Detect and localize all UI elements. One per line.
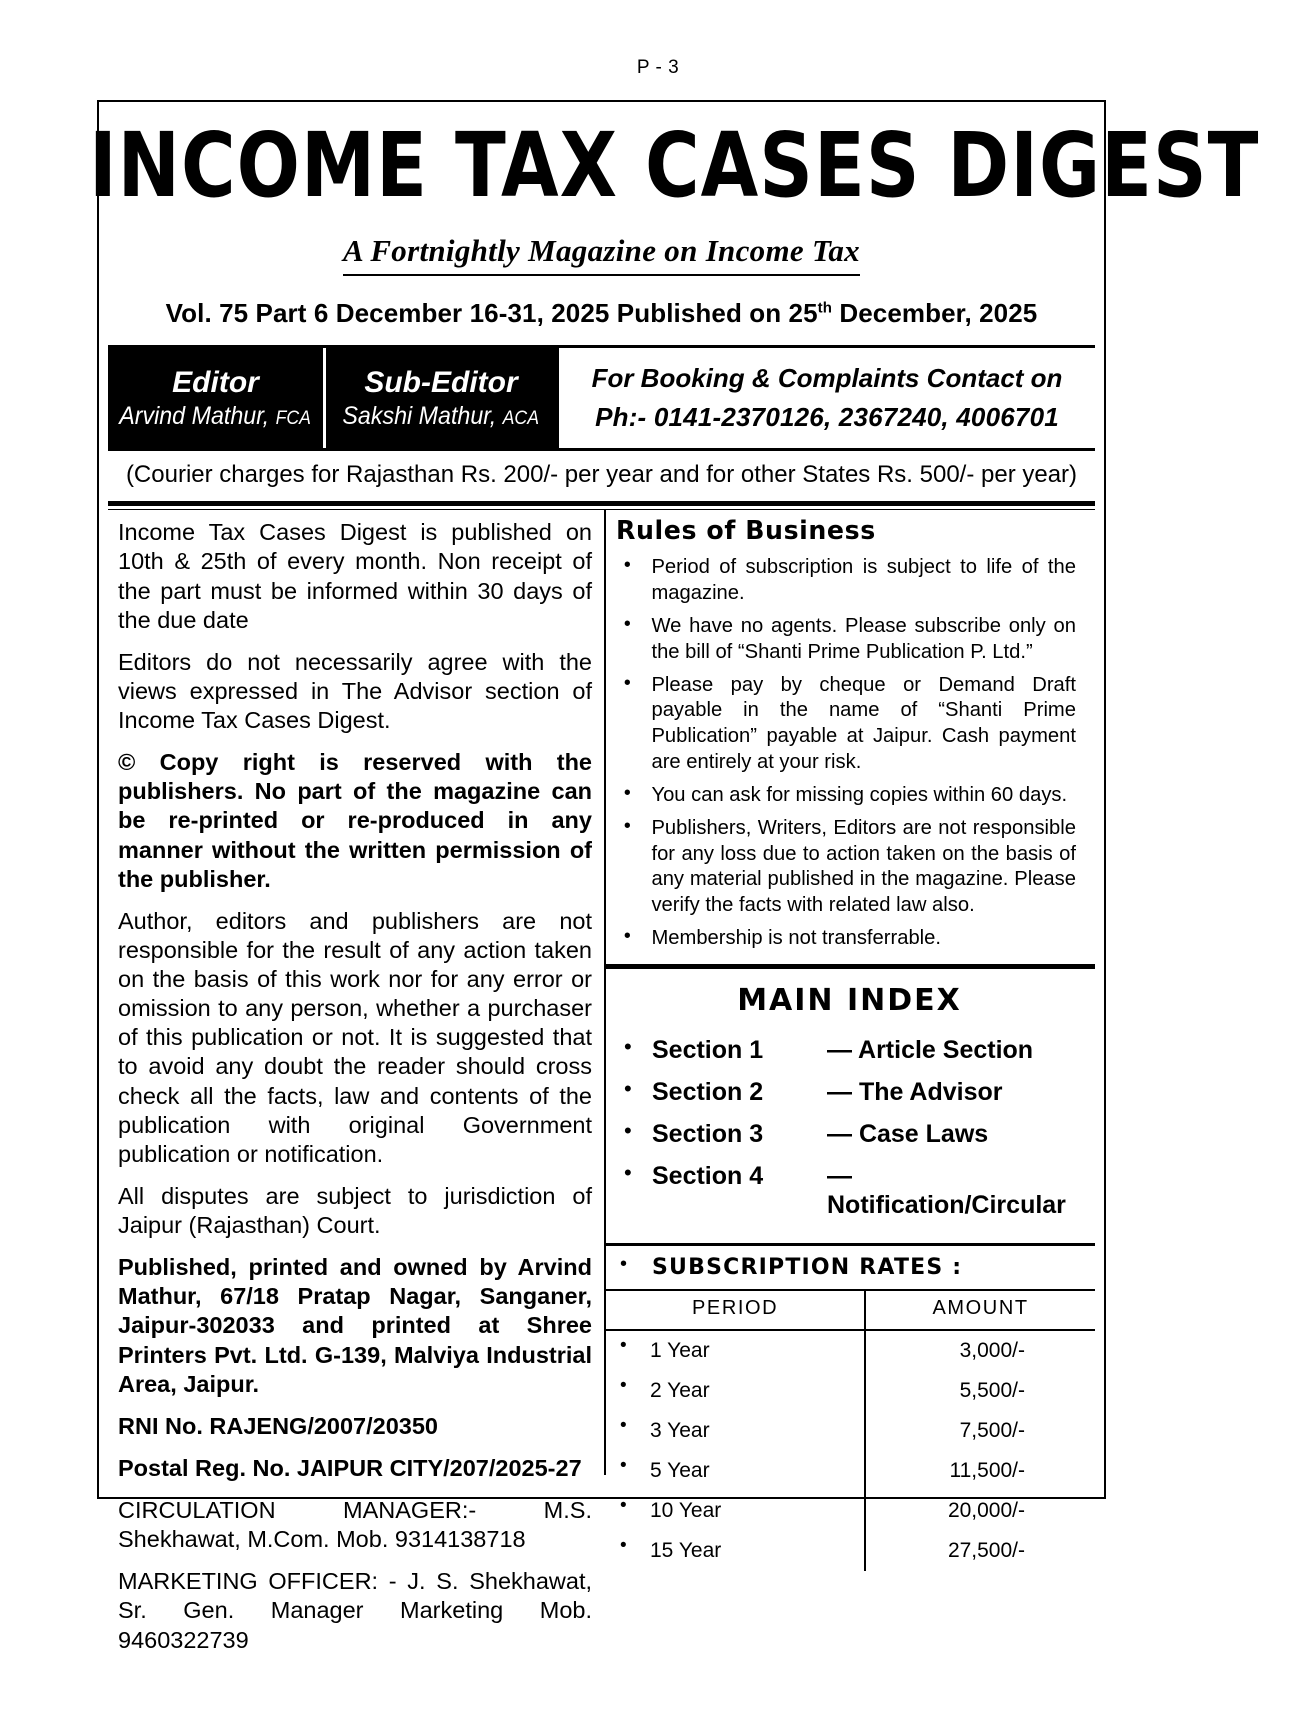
editor-strip	[108, 345, 1095, 451]
editor-box	[108, 348, 326, 448]
page-number: P - 3	[636, 57, 680, 78]
left-column-paragraph: CIRCULATION MANAGER:- M.S. Shekhawat, M.Com. Mob. 9314138718	[118, 1497, 592, 1553]
main-index-section: • Section 3	[652, 1119, 764, 1148]
rate-period: • 5 Year	[606, 1451, 865, 1491]
editor-role: Editor	[172, 365, 259, 399]
rates-col-amount: AMOUNT	[865, 1291, 1095, 1330]
rate-period: • 2 Year	[606, 1371, 865, 1411]
rule-item: • Publishers, Writers, Editors are not responsible for any loss due to action taken on the basis of any material published in the magazine. Please verify the facts with related law also.	[616, 815, 1076, 918]
contact-heading: For Booking & Complaints Contact on	[591, 363, 1063, 394]
masthead-subtitle: A Fortnightly Magazine on Income Tax	[343, 233, 860, 276]
left-column-paragraph: MARKETING OFFICER: - J. S. Shekhawat, Sr. Gen. Manager Marketing Mob. 9460322739	[118, 1568, 592, 1653]
table-row	[606, 1330, 1095, 1371]
table-row	[606, 1531, 1095, 1571]
rule-item: • We have no agents. Please subscribe only on the bill of “Shanti Prime Publication P. Ltd.”	[616, 613, 1076, 665]
left-column-paragraph: Editors do not necessarily agree with the views expressed in The Advisor section of Income Tax Cases Digest.	[118, 648, 592, 734]
rules-of-business-block	[606, 510, 1095, 967]
table-row	[606, 1411, 1095, 1451]
rates-col-period: PERIOD	[606, 1291, 865, 1330]
section-divider-thick	[108, 501, 1095, 506]
main-index-title: MAIN INDEX	[737, 982, 962, 1018]
right-column	[606, 510, 1095, 1562]
rates-header-row	[606, 1291, 1095, 1330]
table-row	[606, 1371, 1095, 1411]
rate-amount: 27,500/-	[947, 1538, 1025, 1562]
left-column	[108, 510, 606, 1653]
contact-box	[556, 348, 1095, 448]
rules-of-business-title: Rules of Business	[616, 516, 876, 547]
rule-item: • Period of subscription is subject to life of the magazine.	[616, 554, 1076, 606]
table-row	[606, 1491, 1095, 1531]
main-index-description: — Notification/Circular	[827, 1161, 1066, 1219]
editor-qualification: FCA	[276, 407, 312, 429]
rates-table-body	[606, 1330, 1095, 1571]
masthead-subtitle-wrap	[99, 233, 1104, 276]
masthead-title: INCOME TAX CASES DIGEST	[88, 114, 1260, 218]
rules-of-business-list	[616, 554, 1083, 951]
rate-period: • 1 Year	[606, 1330, 865, 1371]
volume-line	[99, 298, 1104, 329]
main-index-item[interactable]	[616, 1120, 1083, 1149]
subscription-rates-heading: • SUBSCRIPTION RATES :	[606, 1246, 1095, 1291]
volume-line-prefix: Vol. 75 Part 6 December 16-31, 2025 Published on 25	[165, 298, 818, 329]
volume-line-ordinal: th	[817, 299, 833, 317]
left-column-paragraph: Author, editors and publishers are not responsible for the result of any action taken on the basis of this work nor for any error or omission to any person, whether a purchaser of this publication or not. It is suggested that to avoid any doubt the reader should cross check all the facts, law and contents of the publication with original Government publication or notification.	[118, 907, 592, 1167]
sub-editor-qualification: ACA	[502, 407, 540, 429]
rates-table-head	[606, 1291, 1095, 1330]
sub-editor-role: Sub-Editor	[364, 365, 518, 399]
left-column-paragraph: RNI No. RAJENG/2007/20350	[118, 1412, 439, 1439]
rate-amount: 20,000/-	[947, 1498, 1025, 1522]
main-index-section: • Section 4	[652, 1161, 764, 1190]
rate-amount: 7,500/-	[959, 1418, 1025, 1442]
magazine-cover-panel	[88, 100, 1260, 1653]
rate-amount: 5,500/-	[959, 1378, 1025, 1402]
sub-editor-name-text: Sakshi Mathur,	[342, 401, 497, 430]
main-index-item[interactable]	[616, 1162, 1083, 1220]
main-index-item[interactable]	[616, 1036, 1083, 1065]
main-index-list	[616, 1036, 1083, 1220]
main-index-item[interactable]	[616, 1078, 1083, 1107]
main-index-description: — The Advisor	[827, 1077, 1003, 1106]
main-index-description: — Article Section	[827, 1035, 1034, 1064]
main-index-section: • Section 1	[652, 1035, 764, 1064]
subscription-rates-table	[606, 1291, 1095, 1571]
sub-editor-box	[326, 348, 556, 448]
rate-amount: 11,500/-	[949, 1458, 1025, 1482]
left-column-paragraph: Income Tax Cases Digest is published on 10th & 25th of every month. Non receipt of the part must be informed within 30 days of the due date	[118, 519, 592, 633]
rate-period: • 3 Year	[606, 1411, 865, 1451]
left-column-paragraph: © Copy right is reserved with the publishers. No part of the magazine can be re-printed or re-produced in any manner without the written permission of the publisher.	[118, 749, 592, 892]
main-index-section: • Section 2	[652, 1077, 764, 1106]
contact-phone: Ph:- 0141-2370126, 2367240, 4006701	[595, 402, 1059, 433]
content-columns	[108, 510, 1095, 1653]
sub-editor-name	[343, 402, 540, 431]
table-row	[606, 1451, 1095, 1491]
rule-item: • Membership is not transferrable.	[616, 925, 1076, 951]
rule-item: • You can ask for missing copies within 60 days.	[616, 782, 1076, 808]
main-index-description: — Case Laws	[827, 1119, 989, 1148]
rule-item: • Please pay by cheque or Demand Draft payable in the name of “Shanti Prime Publication” payable at Jaipur. Cash payment are entirely at your risk.	[616, 672, 1076, 775]
courier-charges-note: (Courier charges for Rajasthan Rs. 200/- per year and for other States Rs. 500/- per year)	[125, 461, 1078, 489]
left-column-paragraph: Published, printed and owned by Arvind Mathur, 67/18 Pratap Nagar, Sanganer, Jaipur-302033 and printed at Shree Printers Pvt. Ltd. G-139, Malviya Industrial Area, Jaipur.	[118, 1254, 592, 1397]
rate-period: • 15 Year	[606, 1531, 865, 1571]
rate-period: • 10 Year	[606, 1491, 865, 1531]
volume-line-suffix: December, 2025	[832, 298, 1038, 329]
rate-amount: 3,000/-	[959, 1338, 1025, 1362]
left-column-paragraph: All disputes are subject to jurisdiction of Jaipur (Rajasthan) Court.	[118, 1182, 592, 1239]
main-index-block	[606, 967, 1095, 1246]
editor-name-text: Arvind Mathur,	[119, 401, 270, 430]
left-column-paragraph: Postal Reg. No. JAIPUR CITY/207/2025-27	[118, 1454, 582, 1481]
editor-name	[120, 402, 312, 431]
